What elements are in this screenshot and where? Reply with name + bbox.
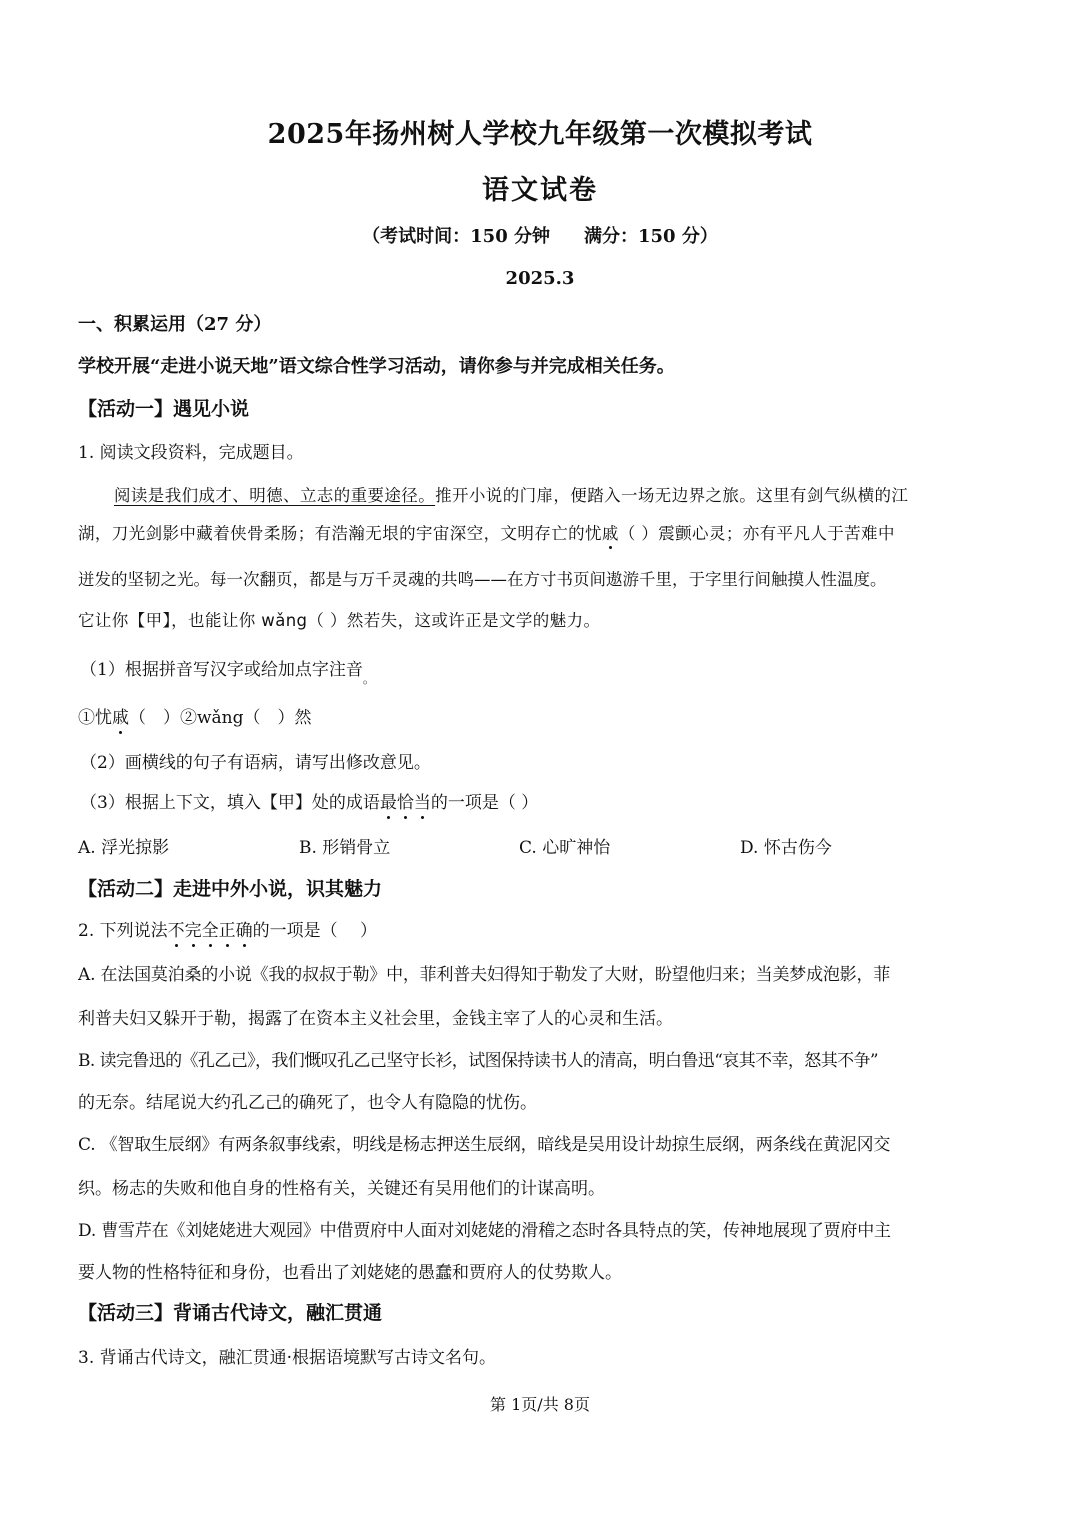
activity3-heading: 【活动三】背诵古代诗文，融汇贯通: [78, 1302, 383, 1324]
passage-line-1: 阅读是我们成才、明德、立志的重要途径。推开小说的门扉，便踏入一场无边界之旅。这里有剑气纵横的江: [114, 486, 909, 505]
subquestion-2: （2）画横线的句子有语病，请写出修改意见。: [80, 753, 431, 773]
option-d[interactable]: D. 怀古伤今: [740, 838, 832, 858]
exam-time: （考试时间：150 分钟: [362, 226, 550, 247]
option-2b-line-2: 的无奈。结尾说大约孔乙己的确死了，也令人有隐隐的忧伤。: [78, 1093, 537, 1113]
subquestion-1: （1）根据拼音写汉字或给加点字注音$_。$: [80, 660, 375, 686]
underlined-sentence: 阅读是我们成才、明德、立志的重要途径。: [114, 486, 436, 505]
option-2d-line-1: D. 曹雪芹在《刘姥姥进大观园》中借贾府中人面对刘姥姥的滑稽之态时各具特点的笑，传神地展现了贾府中主: [78, 1221, 891, 1241]
option-2a-line-2: 利普夫妇又躲开于勒，揭露了在资本主义社会里，金钱主宰了人的心灵和生活。: [78, 1009, 673, 1029]
option-c[interactable]: C. 心旷神怡: [519, 838, 611, 858]
activity2-heading: 【活动二】走进中外小说，识其魅力: [78, 878, 383, 900]
option-2c-line-2: 织。杨志的失败和他自身的性格有关，关键还有吴用他们的计谋高明。: [78, 1179, 605, 1199]
passage-line-2: 湖，刀光剑影中藏着侠骨柔肠；有浩瀚无垠的宇宙深空，文明存亡的忧戚（ ）震颤心灵；亦有平凡人于苦难中: [78, 524, 895, 543]
exam-info: [0, 222, 1080, 248]
option-2c-line-1: C. 《智取生辰纲》有两条叙事线索，明线是杨志押送生辰纲，暗线是吴用设计劫掠生辰纲，两条线在黄泥冈交: [78, 1135, 891, 1155]
passage-line-4: 它让你【甲】，也能让你 wǎng（ ）然若失，这或许正是文学的魅力。: [78, 611, 601, 630]
section-heading: 一、积累运用（27 分）: [78, 314, 272, 335]
choice-options: [78, 833, 1002, 859]
exam-score: 满分：150 分）: [584, 226, 718, 247]
exam-title: 2025年扬州树人学校九年级第一次模拟考试: [267, 119, 813, 150]
question-2-stem: 2. 下列说法不完全正确的一项是（ ）: [78, 921, 378, 941]
exam-date: 2025.3: [505, 268, 575, 289]
section-intro: 学校开展“走进小说天地”语文综合性学习活动，请你参与并完成相关任务。: [78, 356, 675, 377]
passage-line-3: 迸发的坚韧之光。每一次翻页，都是与万千灵魂的共鸣——在方寸书页间遨游千里，于字里行间触摸人性温度。: [78, 570, 887, 589]
dotted-char: 戚: [601, 524, 619, 543]
subquestion-3: （3）根据上下文，填入【甲】处的成语最恰当的一项是（ ）: [80, 793, 539, 813]
question-1-stem: 1. 阅读文段资料，完成题目。: [78, 443, 304, 463]
option-2b-line-1: B. 读完鲁迅的《孔乙己》，我们慨叹孔乙己坚守长衫，试图保持读书人的清高，明白鲁迅“哀其不幸，怒其不争”: [78, 1051, 878, 1071]
question-3-stem: 3. 背诵古代诗文，融汇贯通·根据语境默写古诗文名句。: [78, 1348, 497, 1368]
page-number: 第 1页/共 8页: [490, 1395, 590, 1414]
activity1-heading: 【活动一】遇见小说: [78, 398, 250, 420]
option-b[interactable]: B. 形销骨立: [299, 838, 391, 858]
option-2d-line-2: 要人物的性格特征和身份，也看出了刘姥姥的愚蠢和贾府人的仗势欺人。: [78, 1263, 622, 1283]
paper-subtitle: 语文试卷: [482, 175, 598, 206]
option-a[interactable]: A. 浮光掠影: [78, 838, 170, 858]
option-2a-line-1: A. 在法国莫泊桑的小说《我的叔叔于勒》中，菲利普夫妇得知于勒发了大财，盼望他归来；当美梦成泡影，菲: [78, 965, 891, 985]
subquestion-1-answer: ①忧戚（ ）②wǎng（ ）然: [78, 708, 312, 728]
